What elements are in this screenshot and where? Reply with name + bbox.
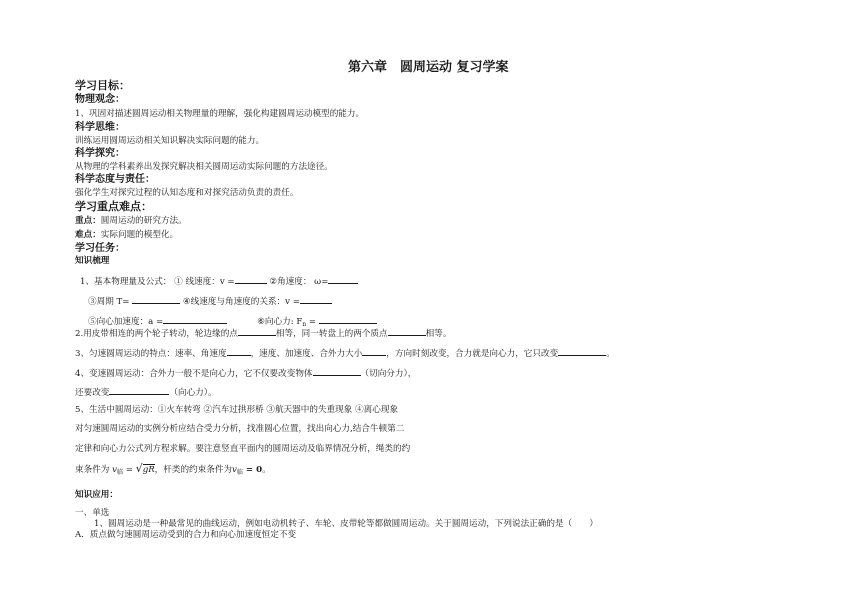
key-point xyxy=(75,216,187,227)
blank-centripetal-force xyxy=(319,314,377,324)
variable-motion-line-2 xyxy=(75,385,217,399)
application-heading: 知识应用： xyxy=(75,490,118,500)
analysis-line-2: 定律和向心力公式列方程求解。要注意竖直平面内的圆周运动及临界情况分析，绳类的约 xyxy=(75,444,411,454)
blank-uniform-3 xyxy=(558,346,606,356)
blank-tangential xyxy=(313,366,361,376)
blank-centripetal-acc xyxy=(163,314,227,324)
blank-relation xyxy=(300,294,332,304)
sqrt-symbol: √ xyxy=(135,462,143,475)
difficulty-label: 难点： xyxy=(75,230,101,240)
blank-uniform-2 xyxy=(362,346,386,356)
option-a: A．质点做匀速圆周运动受到的合力和向心加速度恒定不变 xyxy=(75,530,297,540)
analysis-line-1: 对匀速圆周运动的实例分析应结合受力分析，找准圆心位置，找出向心力,结合牛顿第二 xyxy=(75,424,405,434)
line11-text-a: 束条件为 xyxy=(75,465,110,475)
line11-text-c: 。 xyxy=(262,465,271,475)
v-critical-rod: v xyxy=(232,465,237,475)
attitude-text: 强化学生对探究过程的认知态度和对探究活动负责的责任。 xyxy=(75,188,299,198)
blank-centripetal xyxy=(109,385,169,395)
uniform-motion-line xyxy=(75,346,615,360)
blank-angular-speed xyxy=(328,274,358,284)
line6-text-b: （切向分力）， xyxy=(360,369,417,379)
line5-text-b: ，速度、加速度、合外力大小 xyxy=(250,349,363,359)
line4-text-b: 相等，同一转盘上的两个质点 xyxy=(275,329,388,339)
sqrt-gR: gR xyxy=(142,465,155,475)
physics-concept-heading: 物理观念： xyxy=(75,94,125,105)
blank-disc xyxy=(388,326,426,336)
line5-text-a: 3、匀速圆周运动的特点：速率、角速度 xyxy=(75,349,227,359)
line1-text-a: 1、基本物理量及公式： ① 线速度：v = xyxy=(80,277,235,287)
blank-belt xyxy=(238,326,276,336)
v-critical-sub: 临 xyxy=(116,469,123,476)
line11-text-b: ，杆类的约束条件为 xyxy=(154,465,233,475)
variable-motion-line xyxy=(75,366,416,380)
section-single-choice: 一、单选 xyxy=(75,508,110,518)
equals-zero: = 0 xyxy=(242,465,263,475)
key-point-text: 圆周运动的研究方法。 xyxy=(100,216,187,226)
line3-text-b: ⑥向心力: F xyxy=(257,317,303,327)
line7-text-a: 还要改变 xyxy=(75,388,110,398)
line1-text-b: ②角速度： ω= xyxy=(266,277,329,287)
life-examples-line: 5、生活中圆周运动：①火车转弯 ②汽车过拱形桥 ③航天器中的失重现象 ④离心现象 xyxy=(75,405,399,415)
line5-text-c: ，方向时刻改变，合力就是向心力，它只改变 xyxy=(386,349,559,359)
review-heading: 知识梳理 xyxy=(75,256,110,266)
line7-text-b: （向心力）。 xyxy=(169,388,217,398)
formula-line-2 xyxy=(88,294,332,308)
objectives-heading: 学习目标： xyxy=(75,79,130,92)
belt-wheel-line xyxy=(75,326,451,340)
tasks-heading: 学习任务： xyxy=(75,243,125,254)
blank-uniform-1 xyxy=(227,346,251,356)
line3-text-a: ⑤向心加速度：a = xyxy=(88,317,164,327)
physics-concept-text: 1、巩固对描述圆周运动相关物理量的理解，强化构建圆周运动模型的能力。 xyxy=(75,109,365,119)
attitude-heading: 科学态度与责任： xyxy=(75,174,155,185)
equals: = xyxy=(123,465,136,475)
line5-text-d: 。 xyxy=(606,349,615,359)
formula-line-1 xyxy=(80,274,358,288)
line2-text-a: ③周期 T= xyxy=(88,297,133,307)
science-inquiry-text: 从物理的学科素养出发探究解决相关圆周运动实际问题的方法途径。 xyxy=(75,162,333,172)
science-thinking-text: 训练运用圆周运动相关知识解决实际问题的能力。 xyxy=(75,136,265,146)
line4-text-a: 2.用皮带相连的两个轮子转动，轮边缘的点 xyxy=(75,329,238,339)
difficulty-text: 实际问题的模型化。 xyxy=(100,230,179,240)
line6-text-a: 4、变速圆周运动：合外力一般不是向心力，它不仅要改变物体 xyxy=(75,369,313,379)
blank-line-speed xyxy=(235,274,267,284)
constraint-line xyxy=(75,463,271,476)
line3-subscript: n xyxy=(302,321,307,328)
key-point-label: 重点： xyxy=(75,216,101,226)
blank-period xyxy=(132,294,180,304)
science-inquiry-heading: 科学探究： xyxy=(75,148,125,159)
v-critical-rod-sub: 临 xyxy=(236,469,243,476)
science-thinking-heading: 科学思维： xyxy=(75,122,125,133)
line2-text-b: ④线速度与角速度的关系：v = xyxy=(180,297,300,307)
line4-text-c: 相等。 xyxy=(425,329,452,339)
page-title: 第六章 圆周运动 复习学案 xyxy=(348,60,509,75)
question-1: 1、圆周运动是一种最常见的曲线运动，例如电动机转子、车轮、皮带轮等都做圆周运动。关于圆周运动，下列说法正确的是（ ） xyxy=(94,519,598,529)
difficulty-point xyxy=(75,230,178,241)
v-critical: v xyxy=(112,465,117,475)
key-points-heading: 学习重点难点： xyxy=(75,200,152,213)
line3-text-c: = xyxy=(306,317,319,327)
